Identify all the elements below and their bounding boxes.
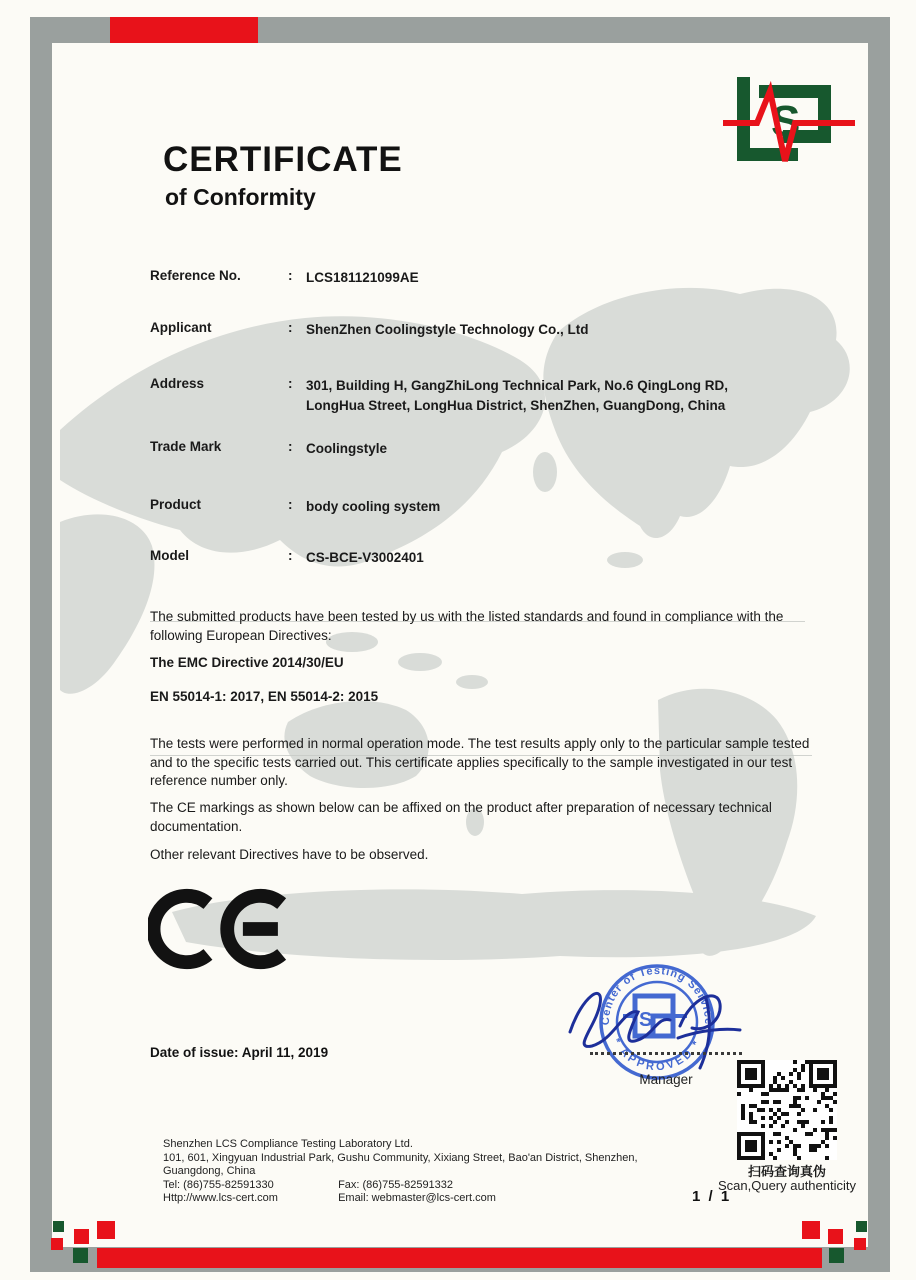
statement-ce-markings: The CE markings as shown below can be affixed on the product after preparation of necessary technical documentation. [150,800,772,834]
decor-square [856,1221,867,1232]
ce-mark-icon [148,886,300,972]
field-label: Trade Mark [150,439,222,454]
decor-square [802,1221,820,1239]
bottom-accent-bar [97,1248,822,1268]
signature-line [590,1052,742,1055]
field-value: Coolingstyle [306,441,388,456]
decor-square [74,1229,89,1244]
stamp-arc-top-text: Center of Testing Service [599,964,715,1026]
field-colon: : [288,320,293,335]
footer-email: Email: webmaster@lcs-cert.com [338,1192,496,1205]
footer-website: Http://www.lcs-cert.com [163,1192,278,1205]
lcs-logo-icon [723,75,855,171]
field-label: Applicant [150,320,212,335]
field-value: CS-BCE-V3002401 [306,550,424,565]
footer-address-line2: Guangdong, China [163,1165,256,1178]
frame-right [868,17,890,1272]
field-value: LCS181121099AE [306,270,419,285]
field-colon: : [288,548,293,563]
decor-square [829,1248,844,1263]
field-value: ShenZhen Coolingstyle Technology Co., Ltd [306,322,589,337]
field-value: 301, Building H, GangZhiLong Technical Park, No.6 QingLong RD, LongHua Street, LongHua District, ShenZhen, GuangDong, China [306,378,729,413]
field-row-reference [150,268,822,288]
statement-standards: EN 55014-1: 2017, EN 55014-2: 2015 [150,689,379,704]
footer-tel-fax [163,1179,703,1193]
field-label: Address [150,376,205,391]
field-label: Reference No. [150,268,241,283]
footer-fax: Fax: (86)755-82591332 [338,1178,454,1191]
top-accent-bar [110,17,258,43]
field-row-applicant [150,320,822,340]
stamp-logo-letter: S [639,1009,653,1031]
field-row-address [150,376,822,415]
statement-intro: The submitted products have been tested by us with the listed standards and found in compliance with the following European Directives: [150,609,784,643]
qr-code [737,1060,837,1160]
logo-letter: S [771,97,801,146]
statement-tests: The tests were performed in normal operation mode. The test results apply only to the particular sample tested and to the specific tests carried out. This certificate applies specifically to the sample investigated in our test reference number only. [150,736,810,789]
page-number: 1 / 1 [692,1188,732,1205]
qr-caption-zh: 扫码查询真伪 [747,1164,826,1179]
field-row-model [150,548,822,568]
field-colon: : [288,376,293,391]
field-label: Model [150,548,189,563]
statement-directive: The EMC Directive 2014/30/EU [150,655,344,670]
footer-web-email [163,1192,703,1206]
footer-address-line1: 101, 601, Xingyuan Industrial Park, Gushu Community, Xixiang Street, Bao'an District, Shenzhen, [163,1151,638,1164]
field-row-product [150,497,822,517]
decor-square [828,1229,843,1244]
decor-square [73,1248,88,1263]
footer-company: Shenzhen LCS Compliance Testing Laboratory Ltd. [163,1138,413,1150]
decor-square [53,1221,64,1232]
footer-block [163,1138,703,1206]
frame-left [30,17,52,1272]
signatory-role: Manager [639,1072,693,1087]
decor-square [51,1238,63,1250]
statement-other-directives: Other relevant Directives have to be observed. [150,847,429,862]
decor-square [97,1221,115,1239]
decor-square [854,1238,866,1250]
field-colon: : [288,268,293,283]
field-colon: : [288,439,293,454]
qr-caption-en: Scan,Query authenticity [717,1178,857,1193]
field-label: Product [150,497,202,512]
field-row-trademark [150,439,822,459]
field-colon: : [288,497,293,512]
certificate-title: CERTIFICATE [163,140,403,179]
field-value: body cooling system [306,499,441,514]
stamp-arc-bottom-text: * APPROVED * [610,1036,704,1074]
date-of-issue: Date of issue: April 11, 2019 [150,1045,329,1060]
footer-tel: Tel: (86)755-82591330 [163,1178,274,1191]
certificate-subtitle: of Conformity [165,184,316,210]
